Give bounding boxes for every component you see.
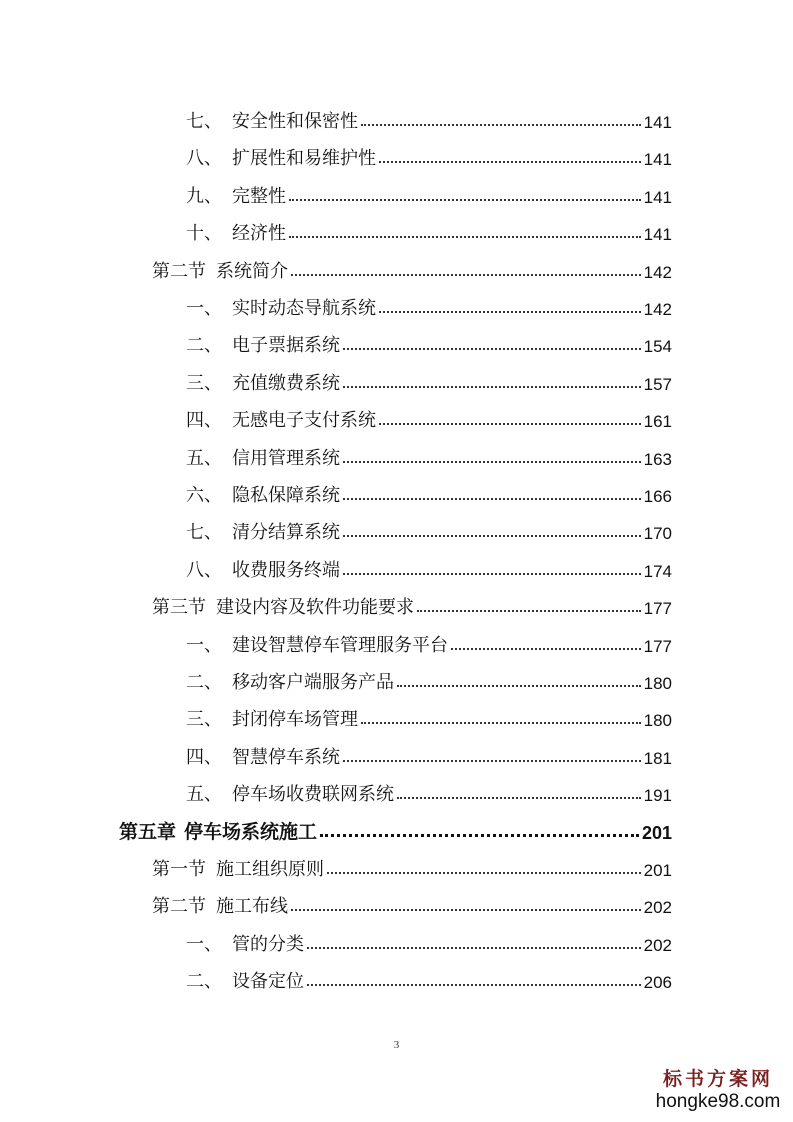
toc-entry-title: 建设内容及软件功能要求: [216, 597, 414, 619]
toc-subsection-entry[interactable]: [186, 776, 672, 806]
toc-dot-leader: [289, 199, 641, 201]
toc-entry-number: 第三节: [152, 597, 206, 619]
toc-dot-leader: [343, 498, 641, 500]
toc-entry-title: 系统简介: [216, 260, 288, 282]
toc-dot-leader: [417, 610, 641, 612]
toc-entry-number: 第二节: [152, 260, 206, 282]
toc-entry-number: 十、: [186, 223, 222, 245]
toc-subsection-entry[interactable]: [186, 440, 672, 470]
toc-entry-number: 八、: [186, 148, 222, 170]
toc-entry-title: 实时动态导航系统: [232, 298, 376, 319]
toc-entry-title: 完整性: [232, 185, 286, 207]
toc-entry-page: 202: [643, 898, 672, 918]
toc-entry-page: 141: [643, 113, 672, 132]
toc-entry-number: 二、: [186, 335, 222, 357]
toc-entry-page: 174: [643, 561, 672, 581]
toc-subsection-entry[interactable]: [186, 140, 672, 170]
toc-subsection-entry[interactable]: [186, 963, 672, 993]
toc-section-entry[interactable]: [152, 253, 672, 283]
toc-entry-number: 三、: [186, 372, 222, 394]
toc-entry-number: 七、: [186, 111, 222, 132]
toc-entry-number: 一、: [186, 298, 222, 319]
toc-entry-number: 四、: [186, 410, 222, 432]
toc-subsection-entry[interactable]: [186, 365, 672, 395]
page-number: 3: [393, 1039, 400, 1051]
toc-entry-page: 191: [643, 786, 672, 806]
toc-entry-number: 三、: [186, 709, 222, 731]
toc-subsection-entry[interactable]: [186, 290, 672, 320]
toc-entry-page: 180: [643, 711, 672, 731]
toc-subsection-entry[interactable]: [186, 215, 672, 245]
toc-entry-page: 206: [643, 973, 672, 993]
toc-entry-title: 建设智慧停车管理服务平台: [232, 634, 448, 656]
toc-dot-leader: [343, 535, 641, 537]
toc-entry-title: 施工布线: [216, 896, 288, 918]
toc-subsection-entry[interactable]: [186, 402, 672, 432]
toc-entry-number: 四、: [186, 746, 222, 768]
toc-dot-leader: [327, 872, 641, 874]
toc-entry-page: 181: [643, 748, 672, 768]
toc-subsection-entry[interactable]: [186, 514, 672, 544]
toc-entry-page: 157: [643, 374, 672, 394]
toc-entry-title: 停车场系统施工: [184, 820, 318, 843]
toc-entry-title: 信用管理系统: [232, 447, 340, 469]
toc-dot-leader: [451, 648, 641, 650]
toc-entry-page: 201: [641, 822, 672, 843]
toc-entry-page: 202: [643, 935, 672, 955]
toc-entry-number: 五、: [186, 784, 222, 806]
toc-dot-leader: [307, 947, 641, 949]
toc-subsection-entry[interactable]: [186, 552, 672, 582]
toc-dot-leader: [343, 461, 641, 463]
toc-entry-page: 141: [643, 187, 672, 207]
toc-entry-page: 141: [643, 225, 672, 245]
toc-dot-leader: [291, 274, 641, 276]
toc-entry-page: 166: [643, 487, 672, 506]
toc-subsection-entry[interactable]: [186, 627, 672, 657]
toc-entry-number: 七、: [186, 522, 222, 544]
toc-entry-page: 180: [643, 674, 672, 693]
toc-entry-number: 第一节: [152, 859, 206, 880]
toc-entry-title: 施工组织原则: [216, 859, 324, 880]
watermark-url-text: hongke98.com: [655, 1091, 781, 1112]
toc-entry-title: 隐私保障系统: [232, 485, 340, 506]
toc-entry-page: 161: [643, 412, 672, 432]
toc-entry-number: 六、: [186, 485, 222, 506]
toc-dot-leader: [343, 348, 641, 350]
watermark-cn-text: 标书方案网: [662, 1068, 773, 1090]
toc-section-entry[interactable]: [152, 589, 672, 619]
toc-entry-number: 第二节: [152, 896, 206, 918]
toc-dot-leader: [343, 386, 641, 388]
toc-subsection-entry[interactable]: [186, 327, 672, 357]
toc-entry-page: 177: [643, 599, 672, 619]
toc-subsection-entry[interactable]: [186, 103, 672, 133]
toc-dot-leader: [307, 984, 641, 986]
toc-dot-leader: [361, 124, 641, 126]
toc-entry-title: 安全性和保密性: [232, 111, 358, 132]
toc-entry-title: 无感电子支付系统: [232, 410, 376, 432]
watermark-logo: [648, 1068, 788, 1114]
toc-entry-number: 二、: [186, 672, 222, 693]
toc-entry-page: 154: [643, 337, 672, 357]
toc-entry-page: 201: [643, 861, 672, 880]
toc-subsection-entry[interactable]: [186, 664, 672, 694]
toc-dot-leader: [343, 573, 641, 575]
toc-dot-leader: [320, 834, 639, 837]
toc-entry-title: 充值缴费系统: [232, 372, 340, 394]
toc-dot-leader: [361, 722, 641, 724]
toc-entry-number: 二、: [186, 971, 222, 993]
toc-entry-page: 177: [643, 636, 672, 656]
toc-entry-title: 电子票据系统: [232, 335, 340, 357]
toc-entry-page: 142: [643, 262, 672, 282]
toc-entry-page: 142: [643, 300, 672, 319]
toc-entry-number: 五、: [186, 447, 222, 469]
toc-dot-leader: [291, 909, 641, 911]
toc-entry-number: 八、: [186, 559, 222, 581]
toc-entry-number: 第五章: [119, 820, 177, 843]
toc-section-entry[interactable]: [152, 888, 672, 918]
toc-entry-page: 141: [643, 150, 672, 170]
toc-subsection-entry[interactable]: [186, 926, 672, 956]
toc-entry-title: 清分结算系统: [232, 522, 340, 544]
toc-section-entry[interactable]: [152, 851, 672, 881]
toc-entry-page: 170: [643, 524, 672, 544]
toc-dot-leader: [397, 685, 641, 687]
toc-entry-title: 经济性: [232, 223, 286, 245]
toc-entry-number: 九、: [186, 185, 222, 207]
toc-entry-page: 163: [643, 449, 672, 469]
toc-dot-leader: [397, 797, 641, 799]
toc-subsection-entry[interactable]: [186, 701, 672, 731]
toc-entry-title: 扩展性和易维护性: [232, 148, 376, 170]
toc-entry-title: 设备定位: [232, 971, 304, 993]
toc-chapter-entry[interactable]: [119, 814, 672, 844]
toc-entry-title: 停车场收费联网系统: [232, 784, 394, 806]
toc-dot-leader: [289, 236, 641, 238]
toc-entry-number: 一、: [186, 933, 222, 955]
toc-entry-title: 封闭停车场管理: [232, 709, 358, 731]
toc-entry-title: 智慧停车系统: [232, 746, 340, 768]
toc-dot-leader: [379, 423, 641, 425]
toc-subsection-entry[interactable]: [186, 739, 672, 769]
toc-dot-leader: [343, 760, 641, 762]
toc-entry-title: 管的分类: [232, 933, 304, 955]
toc-entry-title: 移动客户端服务产品: [232, 672, 394, 693]
toc-dot-leader: [379, 161, 641, 163]
toc-dot-leader: [379, 311, 641, 313]
toc-subsection-entry[interactable]: [186, 477, 672, 507]
toc-subsection-entry[interactable]: [186, 178, 672, 208]
toc-entry-title: 收费服务终端: [232, 559, 340, 581]
toc-entry-number: 一、: [186, 634, 222, 656]
